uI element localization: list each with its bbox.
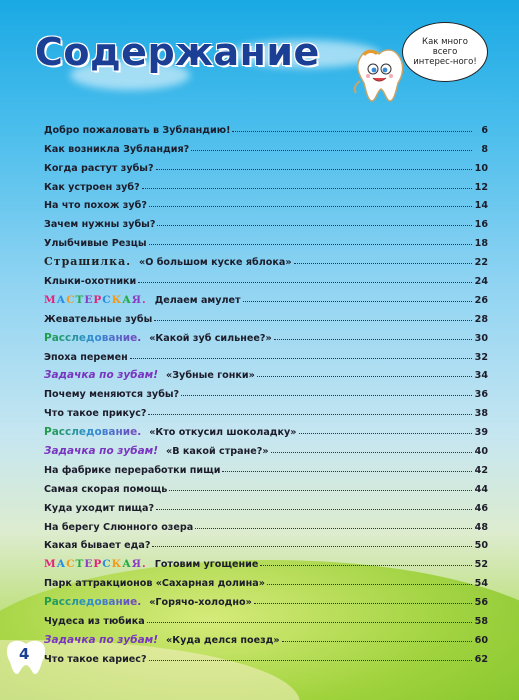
toc-entry [44, 155, 488, 174]
toc-page-number: 6 [481, 124, 488, 136]
toc-entry-text: «Куда делся поезд» [166, 634, 280, 646]
toc-entry [44, 306, 488, 325]
toc-entry [44, 608, 488, 627]
toc-entry-title [44, 389, 179, 400]
toc-entry-text: Клыки-охотники [44, 276, 137, 288]
toc-page-number: 46 [474, 502, 488, 514]
toc-entry [44, 457, 488, 476]
toc-entry-title [44, 540, 150, 551]
dot-leader [191, 150, 472, 151]
toc-entry [44, 363, 488, 382]
toc-entry-text: «Горячо-холодно» [149, 597, 252, 609]
toc-page-number: 44 [474, 483, 488, 495]
toc-entry-text: Как возникла Зубландия? [44, 143, 190, 155]
dot-leader [152, 546, 472, 547]
toc-page-number: 10 [474, 162, 488, 174]
toc-page-number: 56 [474, 597, 488, 609]
toc-entry-title [44, 503, 154, 514]
toc-entry-title [44, 144, 189, 155]
toc-entry [44, 268, 488, 287]
dot-leader [149, 660, 472, 661]
toc-entry-title [44, 352, 128, 363]
dot-leader [260, 565, 472, 566]
toc-page-number: 38 [474, 408, 488, 420]
dot-leader [149, 244, 472, 245]
toc-entry-title [44, 125, 230, 136]
toc-page-number: 22 [474, 257, 488, 269]
dot-leader [149, 206, 472, 207]
page-title: Содержание [35, 30, 320, 74]
dot-leader [142, 188, 472, 189]
dot-leader [254, 603, 472, 604]
toc-entry-text: «Кто откусил шоколадку» [149, 427, 297, 439]
toc-entry [44, 551, 488, 570]
toc-entry-text: Жевательные зубы [44, 313, 153, 325]
toc-entry-text: Эпоха перемен [44, 351, 128, 363]
toc-entry-text: Когда растут зубы? [44, 162, 154, 174]
toc-entry [44, 589, 488, 608]
toc-entry [44, 627, 488, 646]
toc-entry-text: Парк аттракционов «Сахарная долина» [44, 578, 265, 590]
toc-entry-text: Делаем амулет [154, 294, 241, 306]
toc-entry [44, 344, 488, 363]
toc-entry-text: Что такое прикус? [44, 408, 147, 420]
toc-entry-text: Почему меняются зубы? [44, 389, 180, 401]
toc-entry-rubric: Задачка по зубам! [44, 633, 159, 646]
toc-entry-text: Самая скорая помощь [44, 483, 168, 495]
dot-leader [274, 339, 472, 340]
toc-entry [44, 381, 488, 400]
toc-entry [44, 249, 488, 268]
toc-entry-rubric: Расследование. [44, 426, 142, 439]
toc-entry-title [44, 369, 255, 381]
toc-entry-text: «Какой зуб сильнее?» [149, 332, 272, 344]
toc-entry-title [44, 332, 272, 344]
toc-entry-text: Куда уходит пища? [44, 502, 155, 514]
dot-leader [138, 282, 472, 283]
toc-entry-text: Чудеса из тюбика [44, 616, 145, 628]
toc-entry-title [44, 200, 147, 211]
toc-entry-title [44, 484, 167, 495]
toc-entry [44, 117, 488, 136]
dot-leader [169, 490, 472, 491]
toc-entry-title [44, 578, 265, 589]
toc-page-number: 60 [474, 634, 488, 646]
toc-page-number: 12 [474, 181, 488, 193]
toc-entry-title [44, 408, 146, 419]
toc-entry-rubric: Расследование. [44, 596, 142, 609]
toc-entry-title [44, 654, 147, 665]
toc-entry-title [44, 163, 154, 174]
toc-entry-title [44, 426, 297, 438]
toc-page-number: 8 [481, 143, 488, 155]
toc-entry [44, 570, 488, 589]
toc-entry [44, 438, 488, 457]
toc-entry [44, 419, 488, 438]
toc-page-number: 52 [474, 559, 488, 571]
toc-entry [44, 646, 488, 665]
dot-leader [282, 641, 472, 642]
toc-page-number: 16 [474, 219, 488, 231]
toc-entry [44, 211, 488, 230]
dot-leader [294, 263, 472, 264]
toc-entry [44, 400, 488, 419]
toc-entry-title [44, 616, 145, 627]
toc-page-number: 54 [474, 578, 488, 590]
dot-leader [148, 414, 472, 415]
toc-entry-text: Как устроен зуб? [44, 181, 140, 193]
dot-leader [156, 169, 472, 170]
dot-leader [147, 622, 472, 623]
toc-entry-title [44, 314, 152, 325]
toc-entry-rubric: Задачка по зубам! [44, 369, 159, 382]
toc-entry-title [44, 465, 220, 476]
toc-entry-title [44, 522, 193, 533]
toc-entry-title [44, 276, 136, 287]
toc-page-number: 42 [474, 464, 488, 476]
toc-page-number: 14 [474, 200, 488, 212]
toc-page-number: 26 [474, 294, 488, 306]
toc-entry-title [44, 219, 155, 230]
toc-entry-text: «О большом куске яблока» [139, 257, 292, 269]
toc-page-number: 28 [474, 313, 488, 325]
toc-entry-text: Готовим угощение [154, 559, 259, 571]
toc-entry-rubric: МАСТЕРСКАЯ. [44, 558, 147, 571]
toc-page-number: 48 [474, 521, 488, 533]
toc-page-number: 58 [474, 616, 488, 628]
toc-page-number: 39 [474, 427, 488, 439]
toc-entry-title [44, 558, 258, 570]
toc-page-number: 40 [474, 446, 488, 458]
toc-entry-text: Улыбчивые Резцы [44, 238, 147, 250]
toc-entry-text: На что похож зуб? [44, 200, 147, 212]
toc-entry [44, 287, 488, 306]
toc-entry-title [44, 634, 280, 646]
toc-entry-text: Какая бывает еда? [44, 540, 151, 552]
toc-entry-text: «Зубные гонки» [166, 370, 255, 382]
dot-leader [299, 433, 472, 434]
dot-leader [222, 471, 472, 472]
page-number-badge [4, 639, 48, 679]
speech-bubble [402, 22, 488, 82]
toc-page-number: 34 [474, 370, 488, 382]
dot-leader [257, 376, 472, 377]
dot-leader [157, 225, 472, 226]
toc-page-number: 24 [474, 276, 488, 288]
toc-entry [44, 533, 488, 552]
toc-entry-title [44, 596, 252, 608]
toc-entry [44, 476, 488, 495]
dot-leader [181, 395, 472, 396]
toc-entry-title [44, 445, 269, 457]
speech-bubble-text: Как много всего интерес-ного! [413, 37, 477, 67]
toc-entry-text: «В какой стране?» [166, 446, 269, 458]
toc-entry [44, 495, 488, 514]
dot-leader [232, 131, 472, 132]
toc-entry [44, 230, 488, 249]
toc-page-number: 36 [474, 389, 488, 401]
table-of-contents [44, 117, 488, 665]
toc-entry-rubric: Страшилка. [44, 255, 132, 269]
toc-page-number: 18 [474, 238, 488, 250]
toc-entry [44, 514, 488, 533]
toc-page-number: 32 [474, 351, 488, 363]
toc-entry-title [44, 255, 292, 268]
toc-entry-rubric: Задачка по зубам! [44, 445, 159, 458]
toc-entry [44, 174, 488, 193]
page-number: 4 [19, 645, 30, 663]
toc-entry-text: Зачем нужны зубы? [44, 219, 156, 231]
dot-leader [271, 452, 472, 453]
toc-page-number: 50 [474, 540, 488, 552]
toc-page-number: 30 [474, 332, 488, 344]
toc-entry-rubric: Расследование. [44, 331, 142, 344]
toc-entry [44, 325, 488, 344]
toc-entry-title [44, 182, 140, 193]
dot-leader [156, 509, 472, 510]
dot-leader [130, 358, 472, 359]
dot-leader [154, 320, 472, 321]
toc-entry-text: Что такое кариес? [44, 653, 147, 665]
tooth-character-icon [348, 47, 410, 105]
toc-entry-text: Добро пожаловать в Зубландию! [44, 124, 231, 136]
toc-entry-title [44, 294, 241, 306]
toc-entry [44, 193, 488, 212]
toc-entry-text: На берегу Слюнного озера [44, 521, 194, 533]
dot-leader [243, 301, 472, 302]
dot-leader [195, 528, 472, 529]
dot-leader [267, 584, 472, 585]
toc-entry-text: На фабрике переработки пищи [44, 464, 221, 476]
toc-page-number: 62 [474, 653, 488, 665]
toc-entry-title [44, 238, 147, 249]
toc-entry [44, 136, 488, 155]
toc-entry-rubric: МАСТЕРСКАЯ. [44, 293, 147, 306]
